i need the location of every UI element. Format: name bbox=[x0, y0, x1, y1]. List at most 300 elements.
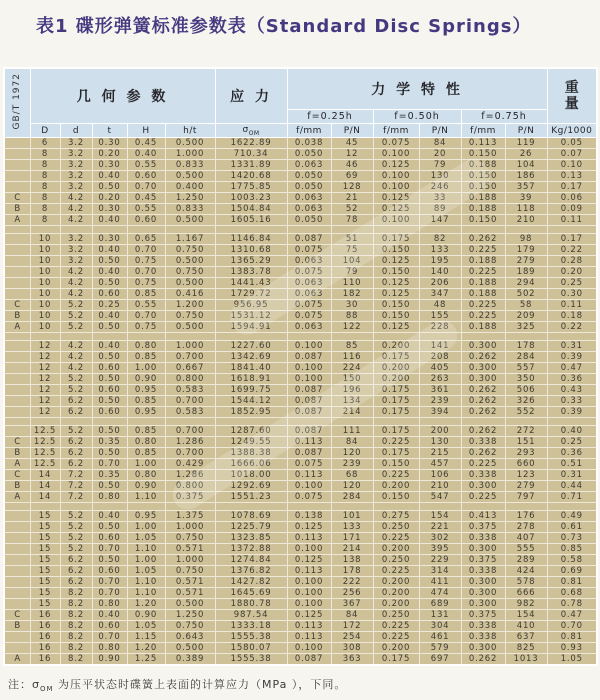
cell-D: 15 bbox=[30, 522, 60, 533]
table-row bbox=[4, 577, 597, 588]
cell-t: 0.50 bbox=[92, 322, 127, 333]
cell-d: 5.2 bbox=[60, 322, 92, 333]
cell-h-over-t: 0.667 bbox=[165, 363, 215, 374]
cell-d: 8.2 bbox=[60, 632, 92, 643]
cell-D: 10 bbox=[30, 311, 60, 322]
cell-sigma-om: 1645.69 bbox=[215, 588, 287, 599]
table-row bbox=[4, 215, 597, 226]
cell-p-075: 825 bbox=[505, 643, 547, 654]
cell-f-075: 0.300 bbox=[461, 481, 505, 492]
cell-series-letter bbox=[4, 341, 30, 352]
cell-p-075: 39 bbox=[505, 193, 547, 204]
separator-cell bbox=[505, 418, 547, 426]
standard-number-strip bbox=[4, 68, 30, 138]
separator-cell bbox=[165, 226, 215, 234]
cell-f-050: 0.125 bbox=[373, 193, 419, 204]
cell-series-letter bbox=[4, 363, 30, 374]
cell-H: 0.85 bbox=[127, 289, 165, 300]
cell-p-025: 78 bbox=[331, 215, 373, 226]
cell-weight: 0.31 bbox=[547, 470, 597, 481]
cell-f-075: 0.300 bbox=[461, 374, 505, 385]
cell-series-letter bbox=[4, 267, 30, 278]
cell-H: 1.10 bbox=[127, 577, 165, 588]
col-p-025: P/N bbox=[331, 124, 373, 138]
cell-H: 1.05 bbox=[127, 566, 165, 577]
cell-d: 3.2 bbox=[60, 171, 92, 182]
cell-p-025: 122 bbox=[331, 322, 373, 333]
cell-t: 0.50 bbox=[92, 522, 127, 533]
cell-p-025: 30 bbox=[331, 300, 373, 311]
cell-f-075: 0.375 bbox=[461, 610, 505, 621]
cell-t: 0.60 bbox=[92, 289, 127, 300]
cell-D: 8 bbox=[30, 215, 60, 226]
cell-h-over-t: 1.286 bbox=[165, 470, 215, 481]
cell-series-letter: A bbox=[4, 459, 30, 470]
cell-f-075: 0.262 bbox=[461, 234, 505, 245]
cell-f-025: 0.087 bbox=[287, 654, 331, 666]
cell-d: 5.2 bbox=[60, 511, 92, 522]
cell-t: 0.50 bbox=[92, 555, 127, 566]
cell-h-over-t: 0.500 bbox=[165, 599, 215, 610]
standard-number-label: GB/T 1972 bbox=[11, 72, 22, 130]
cell-p-025: 172 bbox=[331, 621, 373, 632]
cell-H: 1.15 bbox=[127, 632, 165, 643]
cell-H: 0.85 bbox=[127, 352, 165, 363]
cell-p-050: 210 bbox=[419, 481, 461, 492]
cell-weight: 0.25 bbox=[547, 437, 597, 448]
cell-f-075: 0.113 bbox=[461, 138, 505, 149]
cell-D: 12 bbox=[30, 385, 60, 396]
cell-D: 12 bbox=[30, 374, 60, 385]
cell-h-over-t: 0.500 bbox=[165, 278, 215, 289]
cell-d: 5.2 bbox=[60, 522, 92, 533]
cell-H: 0.75 bbox=[127, 322, 165, 333]
cell-f-025: 0.063 bbox=[287, 278, 331, 289]
cell-f-050: 0.200 bbox=[373, 363, 419, 374]
cell-p-025: 51 bbox=[331, 234, 373, 245]
cell-p-050: 79 bbox=[419, 160, 461, 171]
cell-H: 0.55 bbox=[127, 204, 165, 215]
cell-series-letter: A bbox=[4, 654, 30, 666]
cell-p-050: 20 bbox=[419, 149, 461, 160]
cell-p-075: 98 bbox=[505, 234, 547, 245]
cell-f-075: 0.300 bbox=[461, 577, 505, 588]
cell-H: 0.45 bbox=[127, 193, 165, 204]
cell-p-050: 405 bbox=[419, 363, 461, 374]
cell-t: 0.90 bbox=[92, 654, 127, 666]
cell-f-075: 0.300 bbox=[461, 643, 505, 654]
cell-H: 0.60 bbox=[127, 215, 165, 226]
cell-d: 4.2 bbox=[60, 215, 92, 226]
cell-sigma-om: 710.34 bbox=[215, 149, 287, 160]
cell-series-letter bbox=[4, 278, 30, 289]
cell-weight: 0.25 bbox=[547, 278, 597, 289]
cell-series-letter bbox=[4, 352, 30, 363]
cell-d: 8.2 bbox=[60, 588, 92, 599]
cell-d: 6.2 bbox=[60, 448, 92, 459]
cell-h-over-t: 1.200 bbox=[165, 300, 215, 311]
cell-d: 7.2 bbox=[60, 481, 92, 492]
cell-p-025: 367 bbox=[331, 599, 373, 610]
cell-t: 0.80 bbox=[92, 492, 127, 503]
cell-t: 0.35 bbox=[92, 470, 127, 481]
separator-cell bbox=[4, 226, 30, 234]
cell-p-075: 119 bbox=[505, 138, 547, 149]
cell-sigma-om: 1699.75 bbox=[215, 385, 287, 396]
cell-weight: 0.36 bbox=[547, 374, 597, 385]
footnote bbox=[8, 676, 600, 693]
cell-p-075: 506 bbox=[505, 385, 547, 396]
cell-p-075: 1013 bbox=[505, 654, 547, 666]
cell-weight: 0.85 bbox=[547, 544, 597, 555]
cell-weight: 0.44 bbox=[547, 481, 597, 492]
cell-p-025: 256 bbox=[331, 588, 373, 599]
cell-p-075: 179 bbox=[505, 245, 547, 256]
cell-p-050: 579 bbox=[419, 643, 461, 654]
cell-h-over-t: 1.250 bbox=[165, 193, 215, 204]
cell-weight: 0.58 bbox=[547, 555, 597, 566]
cell-f-025: 0.063 bbox=[287, 193, 331, 204]
cell-f-025: 0.100 bbox=[287, 588, 331, 599]
cell-f-050: 0.250 bbox=[373, 610, 419, 621]
cell-D: 14 bbox=[30, 481, 60, 492]
cell-H: 0.70 bbox=[127, 245, 165, 256]
cell-D: 15 bbox=[30, 533, 60, 544]
separator-cell bbox=[287, 333, 331, 341]
table-row bbox=[4, 289, 597, 300]
cell-f-025: 0.063 bbox=[287, 256, 331, 267]
cell-p-025: 254 bbox=[331, 632, 373, 643]
cell-D: 16 bbox=[30, 654, 60, 666]
cell-d: 4.2 bbox=[60, 352, 92, 363]
cell-t: 0.20 bbox=[92, 193, 127, 204]
cell-h-over-t: 0.800 bbox=[165, 481, 215, 492]
cell-f-050: 0.200 bbox=[373, 341, 419, 352]
cell-f-050: 0.175 bbox=[373, 385, 419, 396]
cell-p-050: 394 bbox=[419, 407, 461, 418]
cell-series-letter bbox=[4, 407, 30, 418]
cell-h-over-t: 0.833 bbox=[165, 160, 215, 171]
cell-sigma-om: 1287.60 bbox=[215, 426, 287, 437]
cell-H: 1.10 bbox=[127, 544, 165, 555]
cell-D: 6 bbox=[30, 138, 60, 149]
cell-p-075: 552 bbox=[505, 407, 547, 418]
cell-weight: 0.43 bbox=[547, 385, 597, 396]
cell-f-025: 0.038 bbox=[287, 138, 331, 149]
cell-p-075: 154 bbox=[505, 610, 547, 621]
separator-cell bbox=[60, 418, 92, 426]
table-row bbox=[4, 511, 597, 522]
cell-sigma-om: 1372.88 bbox=[215, 544, 287, 555]
table-row bbox=[4, 245, 597, 256]
cell-p-050: 208 bbox=[419, 352, 461, 363]
cell-p-075: 123 bbox=[505, 470, 547, 481]
cell-d: 6.2 bbox=[60, 459, 92, 470]
header-deflection-075: f=0.75h bbox=[461, 110, 547, 124]
cell-d: 4.2 bbox=[60, 267, 92, 278]
cell-t: 0.50 bbox=[92, 426, 127, 437]
cell-p-075: 555 bbox=[505, 544, 547, 555]
cell-f-075: 0.188 bbox=[461, 256, 505, 267]
cell-D: 8 bbox=[30, 193, 60, 204]
cell-d: 8.2 bbox=[60, 654, 92, 666]
cell-t: 0.20 bbox=[92, 149, 127, 160]
cell-p-050: 411 bbox=[419, 577, 461, 588]
cell-weight: 1.05 bbox=[547, 654, 597, 666]
cell-t: 0.70 bbox=[92, 577, 127, 588]
cell-d: 4.2 bbox=[60, 278, 92, 289]
cell-D: 15 bbox=[30, 511, 60, 522]
cell-f-075: 0.338 bbox=[461, 437, 505, 448]
cell-d: 6.2 bbox=[60, 396, 92, 407]
cell-h-over-t: 1.250 bbox=[165, 610, 215, 621]
cell-t: 0.30 bbox=[92, 138, 127, 149]
separator-cell bbox=[373, 333, 419, 341]
cell-D: 10 bbox=[30, 234, 60, 245]
table-row bbox=[4, 396, 597, 407]
cell-f-050: 0.125 bbox=[373, 160, 419, 171]
separator-cell bbox=[30, 503, 60, 511]
cell-d: 4.2 bbox=[60, 363, 92, 374]
cell-H: 1.20 bbox=[127, 599, 165, 610]
cell-p-075: 325 bbox=[505, 322, 547, 333]
cell-t: 0.50 bbox=[92, 481, 127, 492]
cell-weight: 0.07 bbox=[547, 149, 597, 160]
cell-weight: 0.36 bbox=[547, 448, 597, 459]
cell-sigma-om: 1622.89 bbox=[215, 138, 287, 149]
cell-t: 0.60 bbox=[92, 533, 127, 544]
separator-cell bbox=[287, 226, 331, 234]
cell-H: 0.85 bbox=[127, 396, 165, 407]
cell-t: 0.60 bbox=[92, 621, 127, 632]
footnote-sigma: σ bbox=[32, 678, 40, 691]
cell-h-over-t: 0.750 bbox=[165, 621, 215, 632]
cell-p-025: 111 bbox=[331, 426, 373, 437]
cell-p-075: 350 bbox=[505, 374, 547, 385]
cell-h-over-t: 0.571 bbox=[165, 577, 215, 588]
cell-p-075: 104 bbox=[505, 160, 547, 171]
cell-h-over-t: 0.416 bbox=[165, 289, 215, 300]
cell-p-025: 224 bbox=[331, 363, 373, 374]
cell-f-050: 0.150 bbox=[373, 267, 419, 278]
separator-cell bbox=[287, 418, 331, 426]
cell-series-letter bbox=[4, 234, 30, 245]
cell-D: 14 bbox=[30, 470, 60, 481]
cell-p-075: 637 bbox=[505, 632, 547, 643]
cell-sigma-om: 1841.40 bbox=[215, 363, 287, 374]
cell-sigma-om: 1551.23 bbox=[215, 492, 287, 503]
cell-p-050: 689 bbox=[419, 599, 461, 610]
cell-f-075: 0.188 bbox=[461, 204, 505, 215]
table-row bbox=[4, 437, 597, 448]
table-row bbox=[4, 621, 597, 632]
cell-f-050: 0.225 bbox=[373, 470, 419, 481]
cell-p-025: 79 bbox=[331, 267, 373, 278]
cell-f-025: 0.075 bbox=[287, 459, 331, 470]
cell-f-050: 0.150 bbox=[373, 459, 419, 470]
cell-sigma-om: 1383.78 bbox=[215, 267, 287, 278]
separator-cell bbox=[92, 226, 127, 234]
cell-D: 16 bbox=[30, 643, 60, 654]
cell-f-050: 0.175 bbox=[373, 426, 419, 437]
header-mechanical: 力 学 特 性 bbox=[287, 68, 547, 110]
cell-p-050: 33 bbox=[419, 193, 461, 204]
cell-f-050: 0.125 bbox=[373, 256, 419, 267]
cell-weight: 0.31 bbox=[547, 341, 597, 352]
cell-f-075: 0.338 bbox=[461, 566, 505, 577]
cell-sigma-om: 987.54 bbox=[215, 610, 287, 621]
cell-series-letter bbox=[4, 138, 30, 149]
cell-D: 10 bbox=[30, 300, 60, 311]
cell-p-025: 46 bbox=[331, 160, 373, 171]
table-row bbox=[4, 234, 597, 245]
cell-D: 12 bbox=[30, 341, 60, 352]
cell-f-025: 0.100 bbox=[287, 481, 331, 492]
cell-D: 15 bbox=[30, 588, 60, 599]
cell-sigma-om: 1274.84 bbox=[215, 555, 287, 566]
cell-d: 3.2 bbox=[60, 138, 92, 149]
cell-f-050: 0.125 bbox=[373, 278, 419, 289]
cell-sigma-om: 1504.84 bbox=[215, 204, 287, 215]
cell-f-050: 0.275 bbox=[373, 511, 419, 522]
cell-series-letter bbox=[4, 533, 30, 544]
cell-t: 0.80 bbox=[92, 599, 127, 610]
cell-h-over-t: 0.750 bbox=[165, 533, 215, 544]
table-row bbox=[4, 448, 597, 459]
table-row bbox=[4, 311, 597, 322]
sigma-symbol: σ bbox=[242, 124, 249, 135]
table-row bbox=[4, 588, 597, 599]
cell-series-letter bbox=[4, 643, 30, 654]
cell-d: 3.2 bbox=[60, 245, 92, 256]
cell-h-over-t: 0.750 bbox=[165, 245, 215, 256]
cell-weight: 0.20 bbox=[547, 267, 597, 278]
cell-h-over-t: 0.583 bbox=[165, 407, 215, 418]
cell-f-075: 0.375 bbox=[461, 522, 505, 533]
cell-f-050: 0.125 bbox=[373, 204, 419, 215]
cell-sigma-om: 1225.79 bbox=[215, 522, 287, 533]
cell-D: 12.5 bbox=[30, 437, 60, 448]
separator-cell bbox=[215, 503, 287, 511]
separator-cell bbox=[373, 418, 419, 426]
cell-p-075: 209 bbox=[505, 311, 547, 322]
cell-p-025: 150 bbox=[331, 374, 373, 385]
cell-p-050: 246 bbox=[419, 182, 461, 193]
separator-cell bbox=[331, 226, 373, 234]
cell-f-025: 0.075 bbox=[287, 267, 331, 278]
separator-cell bbox=[60, 226, 92, 234]
cell-D: 12.5 bbox=[30, 459, 60, 470]
header-weight-line1: 重 bbox=[564, 79, 579, 96]
separator-cell bbox=[331, 333, 373, 341]
cell-p-050: 155 bbox=[419, 311, 461, 322]
cell-p-075: 294 bbox=[505, 278, 547, 289]
cell-weight: 0.49 bbox=[547, 511, 597, 522]
cell-p-075: 357 bbox=[505, 182, 547, 193]
cell-h-over-t: 1.000 bbox=[165, 149, 215, 160]
cell-p-025: 182 bbox=[331, 289, 373, 300]
cell-h-over-t: 0.500 bbox=[165, 171, 215, 182]
cell-p-050: 263 bbox=[419, 374, 461, 385]
separator-cell bbox=[461, 418, 505, 426]
table-row bbox=[4, 481, 597, 492]
cell-series-letter: B bbox=[4, 204, 30, 215]
separator-cell bbox=[373, 226, 419, 234]
cell-weight: 0.11 bbox=[547, 300, 597, 311]
cell-h-over-t: 0.700 bbox=[165, 352, 215, 363]
cell-f-025: 0.075 bbox=[287, 311, 331, 322]
cell-p-025: 134 bbox=[331, 396, 373, 407]
cell-p-025: 116 bbox=[331, 352, 373, 363]
cell-H: 0.90 bbox=[127, 481, 165, 492]
cell-p-050: 239 bbox=[419, 396, 461, 407]
cell-t: 0.25 bbox=[92, 300, 127, 311]
cell-f-075: 0.150 bbox=[461, 182, 505, 193]
cell-sigma-om: 1594.91 bbox=[215, 322, 287, 333]
cell-D: 12 bbox=[30, 407, 60, 418]
cell-d: 5.2 bbox=[60, 311, 92, 322]
cell-t: 0.70 bbox=[92, 459, 127, 470]
cell-p-025: 52 bbox=[331, 204, 373, 215]
cell-series-letter bbox=[4, 511, 30, 522]
table-row bbox=[4, 632, 597, 643]
cell-d: 5.2 bbox=[60, 533, 92, 544]
cell-p-075: 118 bbox=[505, 204, 547, 215]
cell-series-letter bbox=[4, 385, 30, 396]
separator-cell bbox=[4, 418, 30, 426]
cell-t: 0.60 bbox=[92, 407, 127, 418]
cell-sigma-om: 1852.95 bbox=[215, 407, 287, 418]
cell-series-letter: B bbox=[4, 448, 30, 459]
separator-cell bbox=[127, 503, 165, 511]
cell-f-025: 0.113 bbox=[287, 632, 331, 643]
cell-d: 5.2 bbox=[60, 385, 92, 396]
cell-D: 10 bbox=[30, 289, 60, 300]
cell-sigma-om: 1376.82 bbox=[215, 566, 287, 577]
cell-p-075: 279 bbox=[505, 481, 547, 492]
cell-f-025: 0.075 bbox=[287, 245, 331, 256]
cell-p-050: 457 bbox=[419, 459, 461, 470]
cell-f-050: 0.150 bbox=[373, 311, 419, 322]
cell-p-075: 407 bbox=[505, 533, 547, 544]
cell-series-letter bbox=[4, 396, 30, 407]
cell-series-letter bbox=[4, 149, 30, 160]
cell-t: 0.30 bbox=[92, 234, 127, 245]
cell-sigma-om: 1420.68 bbox=[215, 171, 287, 182]
cell-series-letter bbox=[4, 256, 30, 267]
cell-f-050: 0.200 bbox=[373, 544, 419, 555]
cell-t: 0.80 bbox=[92, 643, 127, 654]
cell-H: 0.60 bbox=[127, 171, 165, 182]
cell-D: 14 bbox=[30, 492, 60, 503]
cell-h-over-t: 0.500 bbox=[165, 215, 215, 226]
separator-cell bbox=[461, 226, 505, 234]
separator-cell bbox=[127, 226, 165, 234]
cell-p-075: 502 bbox=[505, 289, 547, 300]
cell-H: 0.80 bbox=[127, 470, 165, 481]
cell-f-075: 0.338 bbox=[461, 632, 505, 643]
cell-H: 1.10 bbox=[127, 492, 165, 503]
cell-D: 15 bbox=[30, 566, 60, 577]
cell-H: 0.40 bbox=[127, 149, 165, 160]
cell-f-050: 0.175 bbox=[373, 448, 419, 459]
cell-d: 6.2 bbox=[60, 566, 92, 577]
cell-series-letter: A bbox=[4, 492, 30, 503]
separator-cell bbox=[165, 418, 215, 426]
group-separator-row bbox=[4, 418, 597, 426]
cell-sigma-om: 1292.69 bbox=[215, 481, 287, 492]
cell-f-075: 0.338 bbox=[461, 470, 505, 481]
